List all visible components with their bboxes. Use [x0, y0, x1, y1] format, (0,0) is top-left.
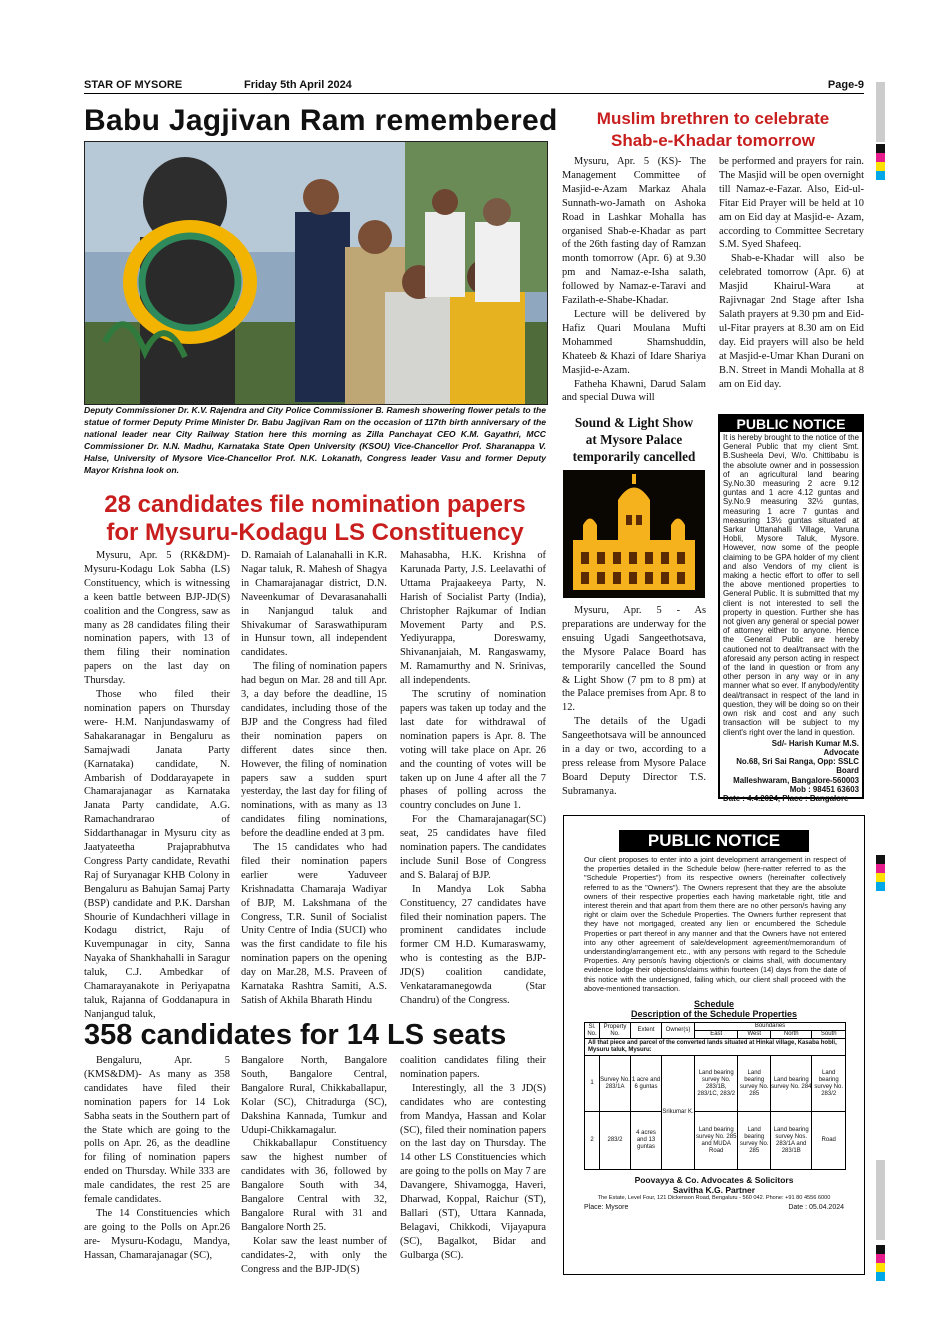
- issue-date: Friday 5th April 2024: [244, 79, 352, 91]
- paragraph: Bangalore North, Bangalore South, Bangalore Central, Bangalore Rural, Chikkaballapur, Kolar (SC), Chitradurga (SC), Dakshina Kannada, Tumkur and Udupi-Chikkamagalur.: [241, 1055, 387, 1136]
- headline-28-candidates-2: for Mysuru-Kodagu LS Constituency: [106, 519, 524, 546]
- firm-name: Poovayya & Co. Advocates & Solicitors: [634, 1175, 794, 1186]
- cell: 1 acre and 6 guntas: [631, 1056, 662, 1112]
- paragraph: Kolar saw the least number of candidates-2, with only the Congress and the BJP-JD(S): [241, 1235, 387, 1275]
- table-row: [585, 1056, 846, 1112]
- header-property: Property No.: [600, 1023, 631, 1039]
- story3-column-2: [241, 1054, 387, 1277]
- header-extent: Extent: [631, 1023, 662, 1039]
- story4-column-1: [562, 155, 706, 405]
- headline-line: Sound & Light Show: [574, 415, 694, 430]
- paragraph: D. Ramaiah of Lalanahalli in K.R. Nagar taluk, R. Mahesh of Shagya in Chamarajanagar district, D.N. Naveenkumar of Devarasanahalli in Nanjangud taluk and Shivakumar of Saraswathipuram in Hunsur town, all independent candidates.: [241, 550, 387, 659]
- cmyk-strip-mid: [876, 855, 885, 891]
- paragraph: The filing of nomination papers had begun on Mar. 28 and till Apr. 3, a day before the deadline, 15 candidates, including those of the BJP and the Congress had filed their nomination papers on different dates since then. However, the filing of nomination papers saw a sudden spurt yesterday, the last day for filing of nominations, with as many as 13 candidates filing nominations, before the deadline ended at 3 pm.: [241, 661, 387, 840]
- paragraph: Lecture will be delivered by Hafiz Quari Moulana Mufti Mohammed Shamshuddin, Khateeb & Khazi of Idare Shariya Masjid-e-Azam.: [562, 308, 706, 376]
- paragraph: Bengaluru, Apr. 5 (KMS&DM)- As many as 358 candidates have filed their nomination papers for 14 Lok Sabha seats in the Southern part of the State which are going to the polls on Apr. 26, as the deadline for filing of nomination papers ended on Thursday. While 333 are male candidates, the rest 25 are female candidates.: [84, 1055, 230, 1206]
- header-south: South: [812, 1031, 846, 1039]
- header-sl: Sl. No.: [585, 1023, 600, 1039]
- table-intro-row: [585, 1039, 846, 1056]
- notice-place: Place: Mysore: [584, 1204, 629, 1212]
- story2-column-3: [400, 549, 546, 1008]
- schedule-subtitle: Description of the Schedule Properties: [630, 1009, 798, 1020]
- firm-partner: Savitha K.G. Partner: [672, 1185, 756, 1196]
- photo-caption: Deputy Commissioner Dr. K.V. Rajendra and City Police Commissioner B. Ramesh showering flower petals to the statue of former Deputy Prime Minister Dr. Babu Jagjivan Ram on the occasion of 117th birth anniversary of the national leader near City Railway Station here this morning as Zilla Panchayat CEO K.M. Gayathri, MCC Commissioner Dr. N.N. Madhu, Karnataka State Open University (KSOU) Vice-Chancellor Prof. Sharanappa V. Halse, University of Mysore Vice-Chancellor Prof. N.K. Lokanath, Congress leader Vasu and former Deputy Mayor Krishna look on.: [84, 405, 546, 476]
- cell: Land bearing survey Nos. 283/1A and 283/1B: [770, 1112, 811, 1170]
- cell: 2: [585, 1112, 600, 1170]
- masthead: [84, 79, 864, 94]
- spacer: [876, 190, 885, 290]
- paragraph: Fatheha Khawni, Darud Salam and special Duwa will: [562, 378, 706, 404]
- cell: Land bearing survey No. 283/2: [812, 1056, 846, 1112]
- paragraph: Interestingly, all the 3 JD(S) candidates who are contesting from Mandya, Hassan and Kolar (SC), filed their nomination papers on the last day on Thursday. The 14 other LS Constituencies which are going to the polls on May 7 are Davangere, Shivamogga, Haveri, Dharwad, Koppal, Raichur (ST), Ballari (ST), Uttara Kannada, Belagavi, Chikkodi, Vijayapura (SC), Bagalkot, Bidar and Gulbarga (SC).: [400, 1082, 546, 1261]
- story5-body: [562, 604, 706, 799]
- cell: 283/2: [600, 1112, 631, 1170]
- cell: 1: [585, 1056, 600, 1112]
- notice-title: PUBLIC NOTICE: [619, 830, 809, 852]
- cell: Land bearing survey No. 285: [738, 1056, 771, 1112]
- header-north: North: [770, 1031, 811, 1039]
- notice-date: Date : 05.04.2024: [788, 1204, 844, 1212]
- registration-bar-bottom: [876, 1160, 885, 1240]
- paragraph: The 14 Constituencies which are going to the Polls on Apr.26 are- Mysuru-Kodagu, Mandya, Hassan, Chamarajanagar (SC),: [84, 1207, 230, 1261]
- cell: Land bearing survey No. 283/1B, 283/1C, 283/2: [695, 1056, 738, 1112]
- headline-shab-e-khadar-2: Shab-e-Khadar tomorrow: [610, 131, 816, 150]
- paragraph: Mysuru, Apr. 5 - As preparations are underway for the ensuing Ugadi Sangeethotsava, the Mysore Palace Board has temporarily cancelled the Sound & Light Show (7 pm to 8 pm) at the Palace premises from Apr. 8 to 12.: [562, 605, 706, 714]
- paragraph: For the Chamarajanagar(SC) seat, 25 candidates have filed nomination papers. The candidates include Sunil Bose of Congress and S. Balaraj of BJP.: [400, 814, 546, 881]
- headline-28-candidates-1: 28 candidates file nomination papers: [104, 491, 526, 518]
- statue-photo: [84, 141, 548, 405]
- public-notice-1: [718, 414, 864, 803]
- header-owners: Owner(s): [662, 1023, 695, 1039]
- table-row: [585, 1112, 846, 1170]
- headline-line: at Mysore Palace: [585, 432, 683, 447]
- schedule-title: Schedule: [693, 999, 734, 1010]
- notice-mobile: Mob : 98451 63603: [789, 784, 859, 794]
- header-west: West: [738, 1031, 771, 1039]
- cmyk-strip-bottom: [876, 1245, 885, 1281]
- notice-address-2: Malleshwaram, Bangalore-560003: [733, 775, 859, 785]
- notice-signatory-title: Advocate: [823, 747, 859, 757]
- schedule-table: [584, 1022, 846, 1170]
- palace-illumination-photo: [563, 470, 705, 598]
- header-boundaries: Boundaries: [695, 1023, 846, 1031]
- page-number: Page-9: [827, 79, 864, 91]
- cell: 4 acres and 13 guntas: [631, 1112, 662, 1170]
- headline-line: temporarily cancelled: [572, 449, 696, 464]
- paper-name: STAR OF MYSORE: [84, 79, 183, 91]
- cmyk-strip-top: [876, 144, 885, 180]
- notice-title: PUBLIC NOTICE: [720, 416, 862, 432]
- paragraph: Chikkaballapur Constituency saw the highest number of candidates with 36, followed by Bangalore South with 34, Bangalore Central with 32, Bangalore Rural with 31 and Bangalore North 25.: [241, 1138, 387, 1233]
- paragraph: coalition candidates filing their nomination papers.: [400, 1055, 546, 1080]
- story4-column-2: [719, 155, 864, 391]
- headline-shab-e-khadar-1: Muslim brethren to celebrate: [596, 109, 830, 128]
- paragraph: Mysuru, Apr. 5 (KS)- The Management Committee of Masjid-e-Azam Markaz Ahala Sunnath-wo-Jamath on Ashoka Road in Lashkar Mohalla has organised Shab-e-Khadar as part of the 26th fasting day of Ramzan month tomorrow (Apr. 6) at 9.30 pm and Namaz-e-Isha salath, followed by Namaz-e-Taravi and Fazilath-e-Shabe-Khadar.: [562, 156, 706, 307]
- cell: Land bearing survey No. 284: [770, 1056, 811, 1112]
- headline-jagjivan-ram: Babu Jagjivan Ram remembered: [84, 104, 558, 137]
- notice-body: It is hereby brought to the notice of the General Public that my client Smt. B.Susheela Devi, W/o. Chittibabu is the absolute owner and in possession of an agricultural land bearing Sy.No.30 measuring 2 acre 9.12 guntas and 1 acre 4.12 guntas and Sy.No.9 measuring 32½ guntas, measuring 1 acre 7 guntas and measuring 13½ guntas situated at Sarkar Uttanahalli Village, Varuna Hobli, Mysore Taluk, Mysore. However, now some of the people claiming to be GPA holder of my client and also Vendors of my client is making a hectic effort to offer to sell the above mentioned properties to General Public. It is submitted that my client is not interested to sell the property in question. Further she has not given any general or special power of attorney either to anyone. Hence the General Public are hereby cautioned not to deal/transact with the aforesaid any person acting in respect of the land in question or from any other person in any way or in any manner what so ever. If anybody/entity deal/transact in respect of the land in question, they will be doing so on their own risk and cost and any such transaction will be subject to my client's right over the land in question.: [723, 433, 859, 737]
- notice-signatory: Sd/- Harish Kumar M.S.: [771, 738, 859, 748]
- paragraph: The scrutiny of nomination papers was taken up today and the last date for withdrawal of nomination papers is Apr. 8. The voting will take place on Apr. 26 and the counting of votes will be taken up on June 4 after all the 7 phases of polling across the country concludes on June 1.: [400, 689, 546, 812]
- firm-address: The Estate, Level Four, 121 Dickenson Road, Bengaluru - 560 042. Phone: +91 80 4556 6000: [597, 1195, 831, 1202]
- headline-sound-light: [560, 414, 708, 465]
- paragraph: The 15 candidates who had filed their nomination papers earlier were Yaduveer Krishnadatta Chamaraja Wadiyar of BJP, M. Lakshmana of the Congress, T.R. Sunil of Socialist Unity Centre of India (SUCI) who was the first candidate to file his nomination papers on the opening day on Mar.28, M.S. Praveen of Karnataka Rashtra Samiti, A.S. Satish of Akhila Bharath Hindu: [241, 842, 387, 1006]
- paragraph: Mahasabha, H.K. Krishna of Karunada Party, J.S. Leelavathi of Uttama Prajaakeeya Party, N. Harish of Socialist Party (India), Christopher Rajkumar of Indian Movement Party and P.S. Yediyurappa, Doreswamy, Shivananjaiah, M. Rangaswamy, M. Ramamurthy and N. Srinivas, all independents.: [400, 550, 546, 687]
- story2-column-1: [84, 549, 230, 1022]
- cell: Srikumar K.: [662, 1056, 695, 1170]
- notice-body: Our client proposes to enter into a joint development arrangement in respect of the properties detailed in the Schedule below (here-natter referred to as the "Schedule Properties") from its respective owners (hereinafter collectively referred to as the "Owners"). The Owners represent that they are the absolute owners of their respective properties each having marketable right, title and interest therein and that apart from them there are no other person/s having any right or claim over the Schedule Properties. The Owners further represent that they have not mortgaged, created any lien or encumbered the Schedule Properties or part thereof in any manner and that the Owners have not entered into any other agreement of sale/development agreement/memorandum of understanding/arrangement etc., with any persons with regard to the Schedule Properties. Any person/s having objection/s or claims shall, with documentary evidence lodge their objections/claims within fourteen (14) days from the date of this notice with the undersigned, failing which, our client shall proceed with the above-mentioned transaction.: [584, 855, 846, 993]
- paragraph: Shab-e-Khadar will also be celebrated tomorrow (Apr. 6) at Masjid Khairul-Wara at Rajivnagar 2nd Stage after Isha Salath prayers at 9.30 pm and Eid-ul-Fitar prayers at 8.30 am on Eid day. Eid prayers will also be held at Masjid-e-Umar Khan Durani on B.N. Street in Mandi Mohalla at 8 am on Eid day.: [719, 253, 864, 390]
- table-intro: All that piece and parcel of the converted lands situated at Hinkal village, Kasaba hobli, Mysuru taluk, Mysuru:: [585, 1039, 846, 1056]
- story3-column-1: [84, 1054, 230, 1263]
- table-header-row: [585, 1023, 846, 1031]
- cell: Road: [812, 1112, 846, 1170]
- notice-date: Date : 4.4.2024, Place : Bangalore: [723, 793, 849, 803]
- header-east: East: [695, 1031, 738, 1039]
- cell: Land bearing survey No. 285 and MUDA Road: [695, 1112, 738, 1170]
- headline-358-candidates: 358 candidates for 14 LS seats: [84, 1019, 507, 1051]
- paragraph: In Mandya Lok Sabha Constituency, 27 candidates have filed their nomination papers. The prominent candidates include former CM H.D. Kumaraswamy, who is contesting as the BJP-JD(S) coalition candidate, Venkataramanegowda (Star Chandru) of the Congress.: [400, 883, 546, 1006]
- story2-column-2: [241, 549, 387, 1008]
- public-notice-2: [563, 815, 865, 1275]
- paragraph: Those who filed their nomination papers on Thursday were- H.M. Nanjundaswamy of Sahakaranagar in Bengaluru as Samajwadi Janata Party (Karnataka) candidate, N. Ambarish of Doddarayapete in Chamarajanagar as Karnataka Janata Party candidate, A.G. Ramachandrarao of Siddarthanagar in Mysuru city as Jaatyateetha Prajaprabhutva Congress Party candidate, Revathi Raj of Suryanagar KHB Colony in Bengaluru as Bahujan Samaj Party (BSP) candidate and P.K. Darshan Shourie of Kundachheri village in Kodagu district, Raju of Kuvempunagar in city, Sanna Nayaka of Shankhahalli in Saragur taluk, C.J. Ambedkar of Chamarayanakote in Periyapatna taluk, Rajanna of Goddanapura in Nanjangud taluk,: [84, 689, 230, 1020]
- paragraph: be performed and prayers for rain. The Masjid will be open overnight till Namaz-e-Fazar. Also, Eid-ul-Fitar Eid Prayer will be held at 10 am on Eid day at Masjid-e- Azam, according to Committee Secretary S.M. Syed Shafeeq.: [719, 156, 864, 251]
- cell: Land bearing survey No. 285: [738, 1112, 771, 1170]
- notice-address-1: No.68, Sri Sai Ranga, Opp: SSLC Board: [736, 757, 859, 776]
- cell: Survey No. 283/1A: [600, 1056, 631, 1112]
- story3-column-3: [400, 1054, 546, 1263]
- registration-bar: [876, 82, 885, 142]
- paragraph: Mysuru, Apr. 5 (RK&DM)- Mysuru-Kodagu Lok Sabha (LS) Constituency, which is witnessing a keen battle between BJP-JD(S) coalition and the Congress, saw as many as 28 candidates filing their nomination papers, with 13 of them filing their nomination papers on the last day on Thursday.: [84, 550, 230, 687]
- paragraph: The details of the Ugadi Sangeethotsava will be announced in a day or two, according to a press release from Mysore Palace Board Deputy Director T.S. Subramanya.: [562, 716, 706, 797]
